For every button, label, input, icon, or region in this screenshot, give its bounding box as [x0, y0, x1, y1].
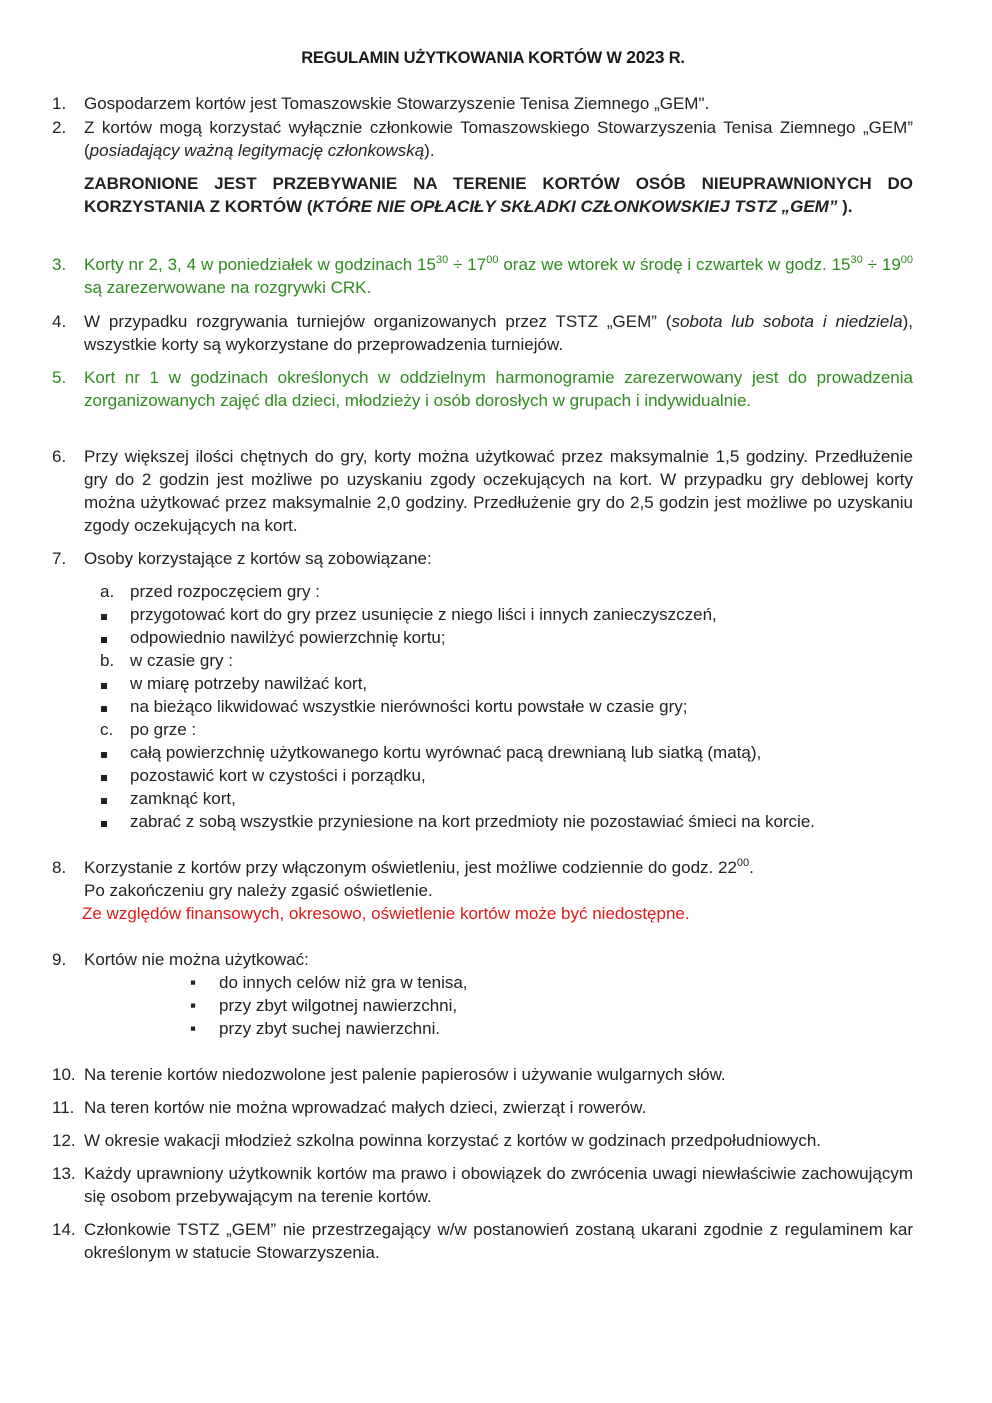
list-letter: a. — [100, 582, 115, 601]
restriction-item — [190, 994, 890, 1017]
duty-text: na bieżąco likwidować wszystkie nierówności kortu powstałe w czasie gry; — [130, 697, 688, 716]
rule-text-italic: posiadający ważną legitymację członkowską — [89, 141, 425, 160]
rule-item-11 — [52, 1096, 913, 1119]
square-bullet-icon — [100, 626, 124, 649]
rule-item-13 — [52, 1162, 913, 1208]
rule-item-8 — [52, 856, 913, 902]
duty-item — [100, 672, 900, 695]
rule-text-part: ), wszystkie korty są wykorzystane do przeprowadzenia turniejów. — [84, 312, 914, 354]
list-letter: b. — [100, 651, 115, 670]
duty-item — [100, 810, 900, 833]
time-minutes: 30 — [850, 254, 863, 266]
rule-item-2 — [52, 116, 913, 162]
restriction-text: do innych celów niż gra w tenisa, — [219, 973, 468, 992]
rule-text-italic: sobota lub sobota i niedziela — [671, 312, 903, 331]
duty-item — [100, 741, 900, 764]
rule-number: 8. — [52, 858, 67, 877]
duty-item — [100, 764, 900, 787]
rule-text-part: Korty nr 2, 3, 4 w poniedziałek w godzinach 15 — [84, 255, 436, 274]
duty-item — [100, 626, 900, 649]
rule-text: Gospodarzem kortów jest Tomaszowskie Stowarzyszenie Tenisa Ziemnego „GEM". — [84, 94, 710, 113]
rule-number: 5. — [52, 368, 67, 387]
rule-item-4 — [52, 310, 913, 356]
rule-text-part: W przypadku rozgrywania turniejów organizowanych przez TSTZ „GEM” ( — [84, 312, 672, 331]
rule-item-6 — [52, 445, 913, 537]
unauthorized-warning — [84, 172, 913, 218]
restriction-item — [190, 971, 890, 994]
restriction-text: przy zbyt wilgotnej nawierzchni, — [219, 996, 458, 1015]
rule-text — [84, 253, 913, 299]
rule-number: 11. — [52, 1098, 75, 1117]
title-suffix: R. — [664, 49, 685, 67]
rule-text — [84, 856, 913, 879]
duty-heading — [100, 718, 900, 741]
duty-text: odpowiednio nawilżyć powierzchnię kortu; — [130, 628, 446, 647]
rule-item-5 — [52, 366, 913, 412]
duty-item — [100, 695, 900, 718]
rule-text: Na terenie kortów niedozwolone jest palenie papierosów i używanie wulgarnych słów. — [84, 1065, 726, 1084]
duty-text: przed rozpoczęciem gry : — [130, 582, 320, 601]
rule-item-9 — [52, 948, 913, 971]
rule-text-part: Z kortów mogą korzystać wyłącznie członkowie Tomaszowskiego Stowarzyszenia Tenisa Ziemnego „GEM” ( — [84, 118, 913, 160]
square-bullet-icon: ▪ — [190, 973, 197, 992]
duty-text: w czasie gry : — [130, 651, 233, 670]
time-minutes: 00 — [736, 857, 750, 869]
warning-text-italic: KTÓRE NIE OPŁACIŁY SKŁADKI CZŁONKOWSKIEJ TSTZ „GEM” — [312, 197, 838, 216]
duty-text: po grze : — [130, 720, 197, 739]
rule-number: 10. — [52, 1065, 76, 1084]
rule-text: Osoby korzystające z kortów są zobowiązane: — [84, 549, 432, 568]
duty-heading — [100, 580, 900, 603]
title-text: REGULAMIN UŻYTKOWANIA KORTÓW W — [301, 49, 627, 67]
warning-text: ZABRONIONE JEST PRZEBYWANIE NA TERENIE KORTÓW OSÓB NIEUPRAWNIONYCH DO KORZYSTANIA Z KORTÓW ( — [84, 174, 913, 216]
rule-text — [84, 116, 913, 162]
list-letter: c. — [100, 720, 114, 739]
square-bullet-icon: ▪ — [190, 1019, 197, 1038]
rule-item-3 — [52, 253, 913, 299]
rule-text-line2: Po zakończeniu gry należy zgasić oświetlenie. — [84, 881, 433, 900]
restriction-text: przy zbyt suchej nawierzchni. — [219, 1019, 441, 1038]
time-minutes: 00 — [486, 254, 499, 266]
duty-text: zamknąć kort, — [130, 789, 236, 808]
rule-text-part: . — [749, 858, 754, 877]
rule-item-10 — [52, 1063, 913, 1086]
square-bullet-icon: ▪ — [190, 996, 197, 1015]
duty-text: zabrać z sobą wszystkie przyniesione na kort przedmioty nie pozostawiać śmieci na korcie. — [130, 812, 816, 831]
duty-text: całą powierzchnię użytkowanego kortu wyrównać pacą drewnianą lub siatką (matą), — [130, 743, 762, 762]
time-minutes: 30 — [435, 254, 449, 266]
rule-item-12 — [52, 1129, 913, 1152]
rule-number: 1. — [52, 94, 67, 113]
duty-item — [100, 787, 900, 810]
lighting-availability-note: Ze względów finansowych, okresowo, oświetlenie kortów może być niedostępne. — [82, 904, 690, 923]
rule-item-14 — [52, 1218, 913, 1264]
rule-text-part: oraz we wtorek w środę i czwartek w godz. 15 — [498, 255, 851, 274]
square-bullet-icon — [100, 764, 124, 787]
rule-number: 12. — [52, 1131, 76, 1150]
title-year: 2023 — [626, 47, 665, 67]
duty-text: w miarę potrzeby nawilżać kort, — [130, 674, 368, 693]
square-bullet-icon — [100, 603, 124, 626]
rule-text-part: ÷ 19 — [862, 255, 901, 274]
duty-text: pozostawić kort w czystości i porządku, — [130, 766, 426, 785]
square-bullet-icon — [100, 672, 124, 695]
rule-number: 2. — [52, 118, 67, 137]
rule-text: Członkowie TSTZ „GEM” nie przestrzegający w/w postanowień zostaną ukarani zgodnie z regulaminem kar określonym w statucie Stowarzyszenia. — [84, 1220, 913, 1262]
rule-number: 14. — [52, 1220, 76, 1239]
rule-text-part: są zarezerwowane na rozgrywki CRK. — [84, 278, 372, 297]
rule-text: W okresie wakacji młodzież szkolna powinna korzystać z kortów w godzinach przedpołudniowych. — [84, 1131, 821, 1150]
rule-number: 3. — [52, 255, 67, 274]
warning-text-end: ). — [837, 197, 853, 216]
square-bullet-icon — [100, 741, 124, 764]
rule-number: 13. — [52, 1164, 76, 1183]
rule-text — [84, 310, 913, 356]
square-bullet-icon — [100, 810, 124, 833]
rule-text: Przy większej ilości chętnych do gry, korty można użytkować przez maksymalnie 1,5 godziny. Przedłużenie gry do 2 godzin jest możliwe po uzyskaniu zgody oczekujących na kort. W przypadku gry deblowej korty można użytkować przez maksymalnie 2,0 godziny. Przedłużenie gry do 2,5 godzin jest możliwe po uzyskaniu zgody oczekujących na kort. — [84, 447, 913, 535]
duty-text: przygotować kort do gry przez usunięcie z niego liści i innych zanieczyszczeń, — [130, 605, 717, 624]
rule-text: Na teren kortów nie można wprowadzać małych dzieci, zwierząt i rowerów. — [84, 1098, 647, 1117]
restriction-item — [190, 1017, 890, 1040]
page-title — [0, 46, 986, 70]
rule-number: 4. — [52, 312, 67, 331]
rule-text: Kort nr 1 w godzinach określonych w oddzielnym harmonogramie zarezerwowany jest do prowadzenia zorganizowanych zajęć dla dzieci, młodzieży i osób dorosłych w grupach i indywidualnie. — [84, 368, 913, 410]
rule-text-part: Korzystanie z kortów przy włączonym oświetleniu, jest możliwe codziennie do godz. 22 — [84, 858, 737, 877]
rule-text: Każdy uprawniony użytkownik kortów ma prawo i obowiązek do zwrócenia uwagi niewłaściwie zachowującym się osobom przebywającym na terenie kortów. — [84, 1164, 913, 1206]
duty-heading — [100, 649, 900, 672]
square-bullet-icon — [100, 787, 124, 810]
rule-text-part: ÷ 17 — [448, 255, 487, 274]
rule-number: 6. — [52, 447, 67, 466]
rule-item-7 — [52, 547, 913, 570]
rule-text: Kortów nie można użytkować: — [84, 950, 309, 969]
rule-number: 7. — [52, 549, 67, 568]
duty-item — [100, 603, 900, 626]
square-bullet-icon — [100, 695, 124, 718]
rule-number: 9. — [52, 950, 67, 969]
time-minutes: 00 — [900, 254, 914, 266]
rule-text-part: ). — [424, 141, 435, 160]
rule-item-1 — [52, 92, 913, 115]
